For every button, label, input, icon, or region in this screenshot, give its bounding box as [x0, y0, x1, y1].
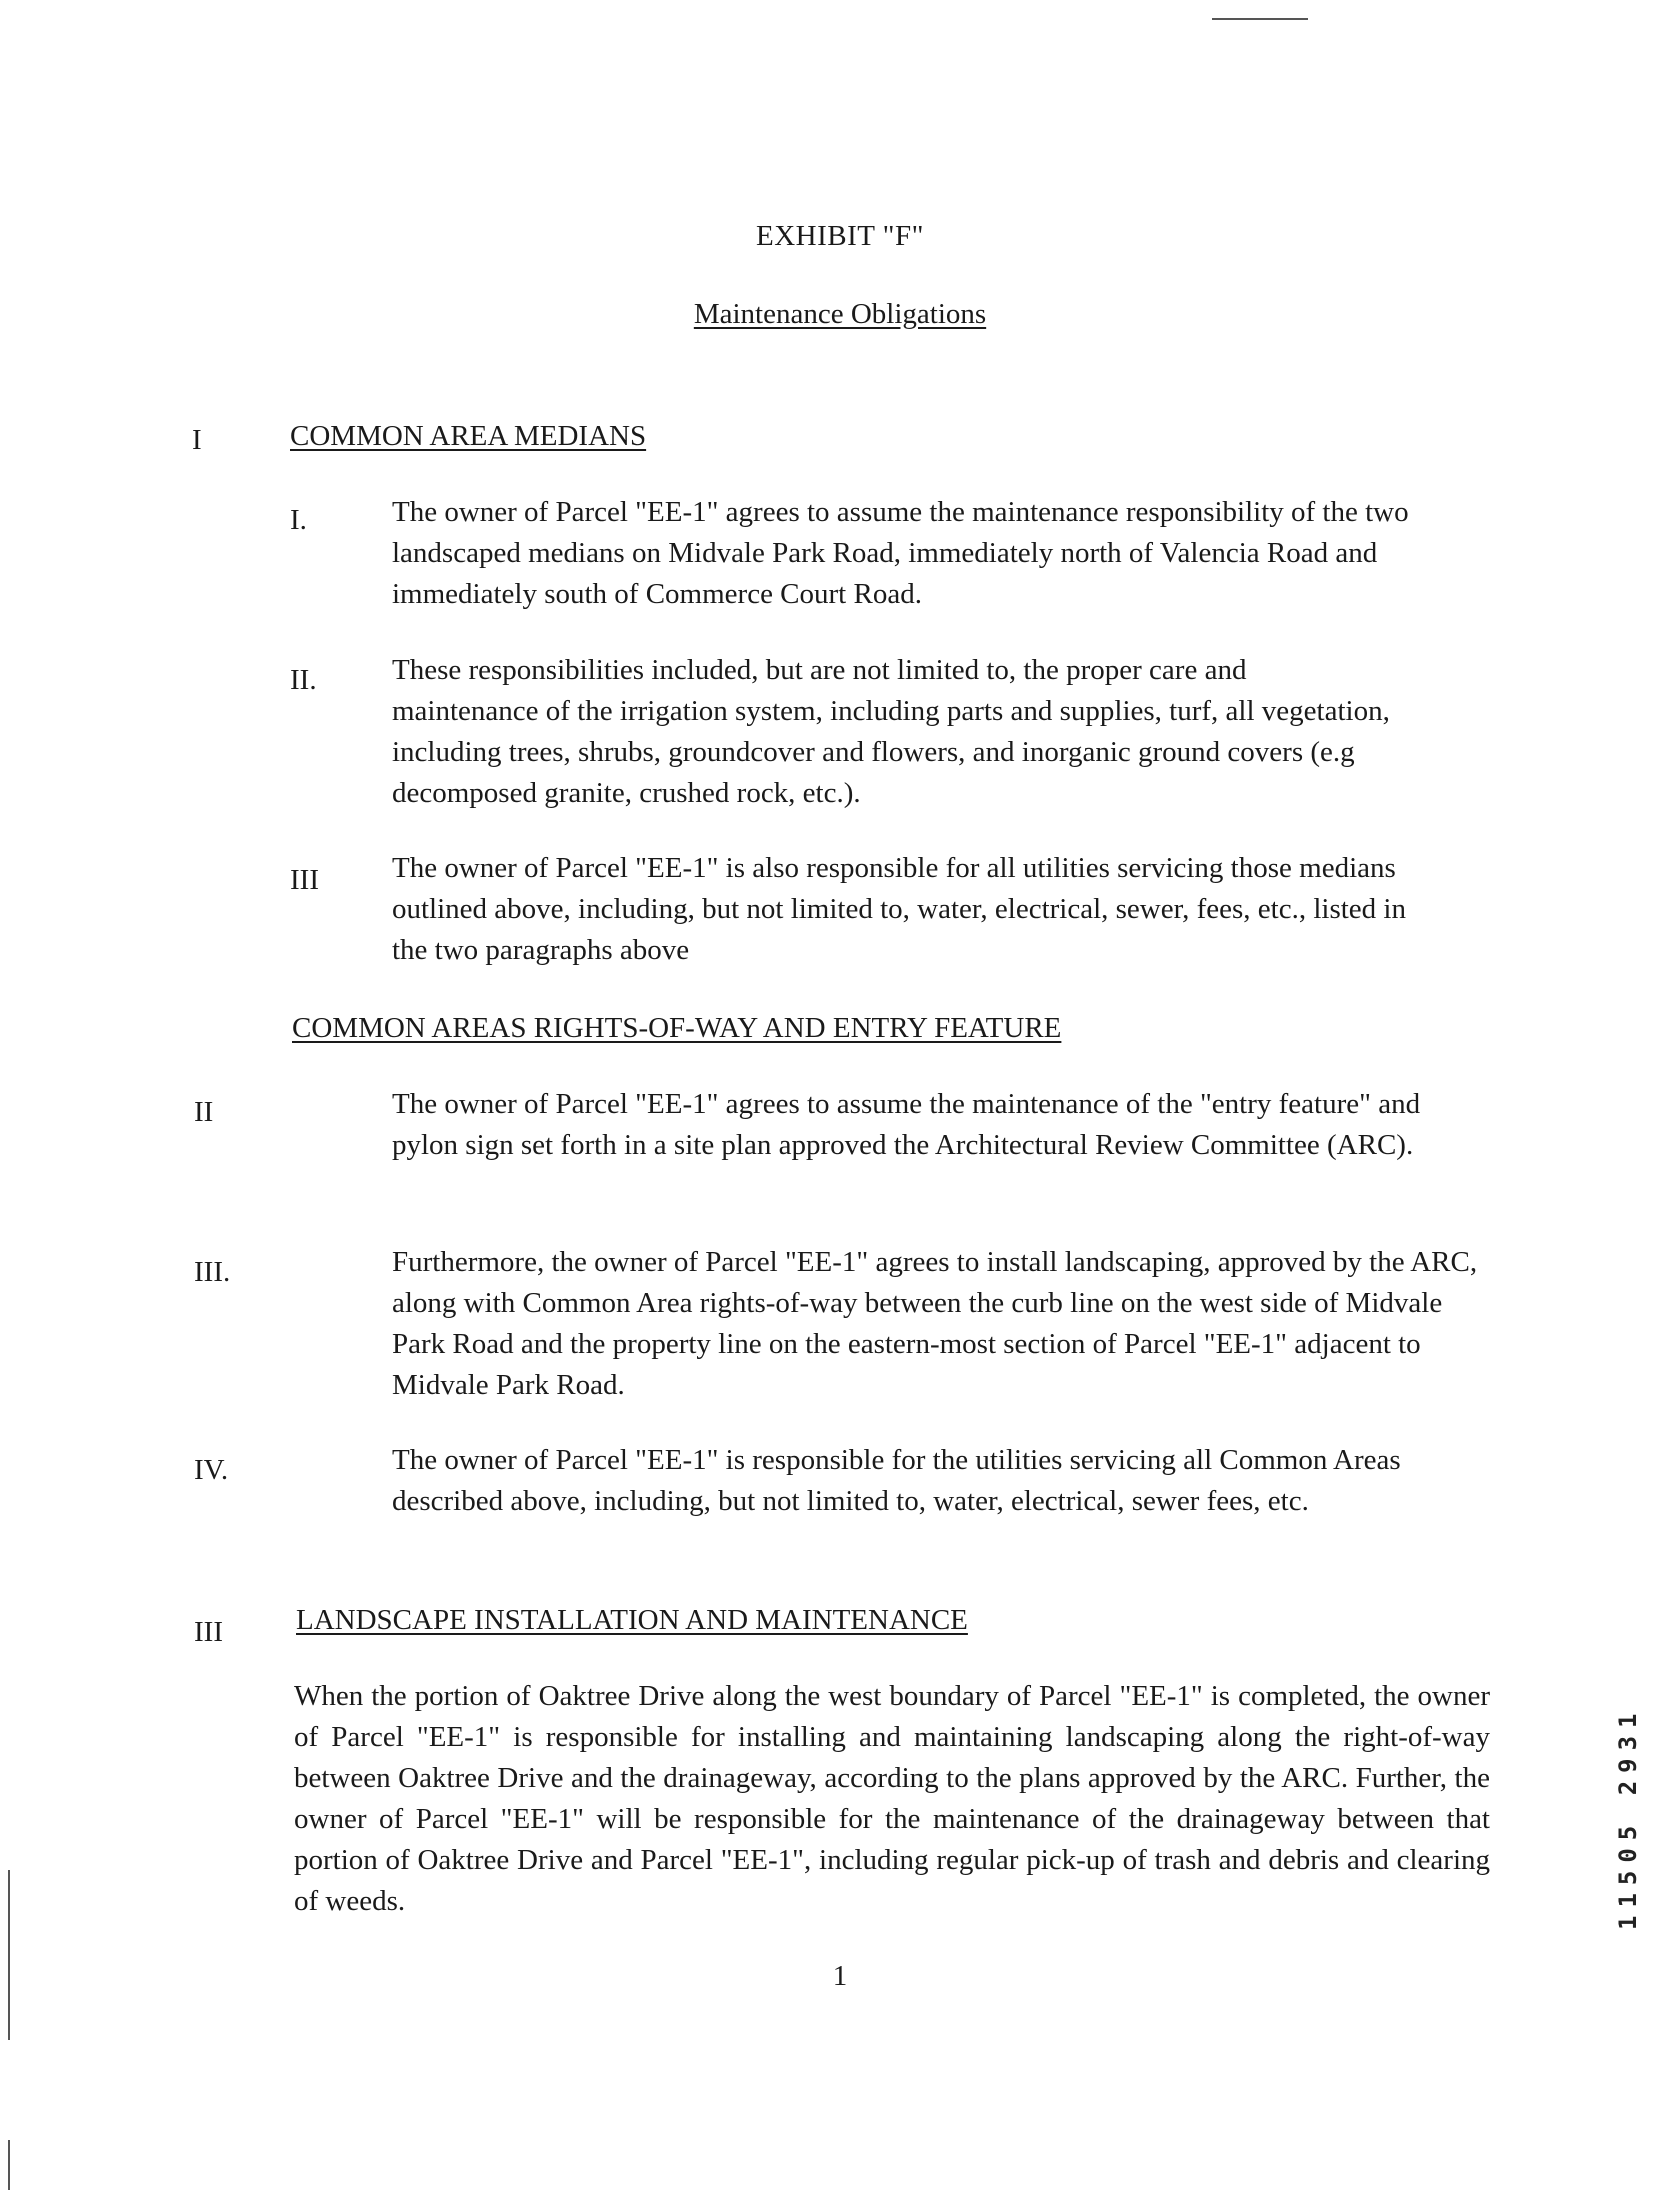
section-1-numeral: I [192, 424, 202, 456]
section-2-item-1-numeral: II [194, 1096, 214, 1128]
scan-artifact-left-edge [8, 1870, 10, 2040]
section-1-item-2-text: These responsibilities included, but are not limited to, the proper care and maintenance of the irrigation system, including parts and supplies, turf, all vegetation, including trees, shrubs, groundcover and flowers, and inorganic ground covers (e.g decomposed granite, crushed rock, etc.). [392, 654, 1390, 809]
scan-artifact-left-edge-2 [8, 2140, 10, 2190]
section-2-item-2-text: Furthermore, the owner of Parcel "EE-1" agrees to install landscaping, approved by the ARC, along with Common Area rights-of-way between the curb line on the west side of Midvale Park Road and the property line on the eastern-most section of Parcel "EE-1" adjacent to Midvale Park Road. [392, 1246, 1478, 1401]
section-3-text: When the portion of Oaktree Drive along the west boundary of Parcel "EE-1" is completed, the owner of Parcel "EE-1" is responsible for installing and maintaining landscaping along the right-of-way between Oaktree Drive and the drainageway, according to the plans approved by the ARC. Further, the owner of Parcel "EE-1" will be responsible for the maintenance of the drainageway between that portion of Oaktree Drive and Parcel "EE-1", including regular pick-up of trash and debris and clearing of weeds. [294, 1680, 1490, 1917]
section-1-item-3-text: The owner of Parcel "EE-1" is also responsible for all utilities servicing those medians outlined above, including, but not limited to, water, electrical, sewer, fees, etc., listed in the two paragraphs above [392, 852, 1406, 966]
section-2-item-3-text: The owner of Parcel "EE-1" is responsible for the utilities servicing all Common Areas described above, including, but not limited to, water, electrical, sewer fees, etc. [392, 1444, 1401, 1517]
section-2-item-3-numeral: IV. [194, 1454, 229, 1486]
margin-document-stamp: 11505 2931 [1614, 1705, 1642, 1930]
section-1-heading: COMMON AREA MEDIANS [290, 420, 647, 452]
section-1-item-2-numeral: II. [290, 664, 317, 696]
subtitle-text: Maintenance Obligations [693, 298, 987, 330]
document-title: EXHIBIT "F" [755, 220, 924, 252]
section-1-item-3-numeral: III [290, 864, 319, 896]
section-3-numeral: III [194, 1616, 223, 1648]
document-subtitle [0, 298, 1680, 331]
section-2-item-1-text: The owner of Parcel "EE-1" agrees to assume the maintenance of the "entry feature" and pylon sign set forth in a site plan approved the Architectural Review Committee (ARC). [392, 1088, 1421, 1161]
section-2-item-2-numeral: III. [194, 1256, 231, 1288]
page-number: 1 [832, 1960, 848, 1992]
section-3-heading: LANDSCAPE INSTALLATION AND MAINTENANCE [296, 1604, 968, 1636]
section-1-item-1-text: The owner of Parcel "EE-1" agrees to assume the maintenance responsibility of the two landscaped medians on Midvale Park Road, immediately north of Valencia Road and immediately south of Commerce Court Road. [392, 496, 1409, 610]
scan-artifact-top-line [1212, 18, 1308, 20]
section-2-heading: COMMON AREAS RIGHTS-OF-WAY AND ENTRY FEATURE [292, 1012, 1062, 1044]
section-1-item-1-numeral: I. [290, 504, 307, 536]
